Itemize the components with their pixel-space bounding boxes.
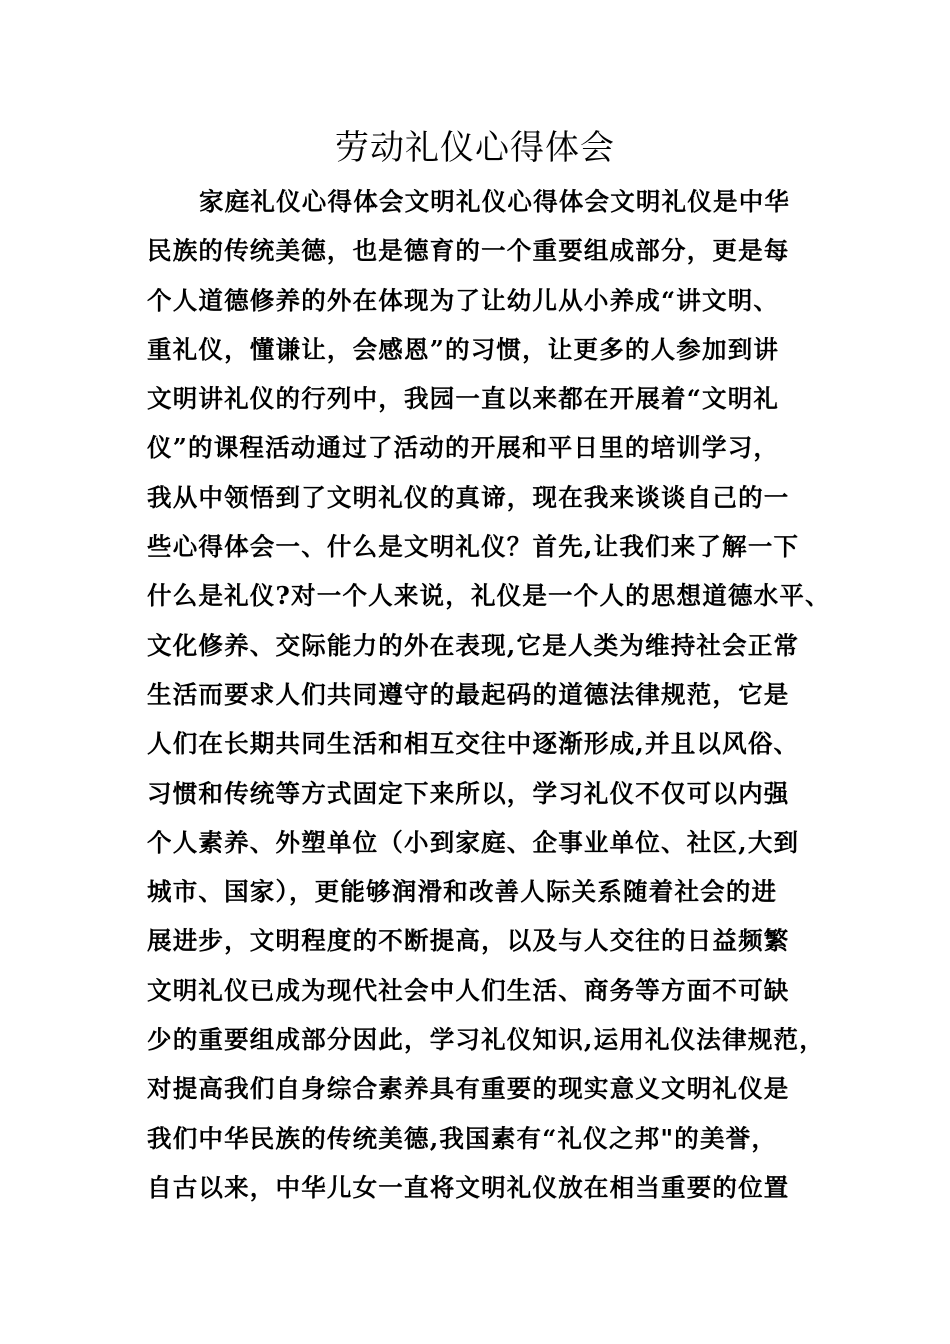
paragraph-line: 我从中领悟到了文明礼仪的真谛，现在我来谈谈自己的一 [147,482,790,512]
paragraph-line: 城市、国家），更能够润滑和改善人际关系随着社会的进 [147,877,778,907]
paragraph-line: 个人道德修养的外在体现为了让幼儿从小养成“讲文明、 [147,285,780,315]
paragraph-line: 些心得体会一、什么是文明礼仪？首先,让我们来了解一下 [147,532,800,562]
paragraph-line: 重礼仪，懂谦让，会感恩”的习惯，让更多的人参加到讲 [147,334,780,364]
paragraph-line: 人们在长期共同生活和相互交往中逐渐形成,并且以风俗、 [147,729,800,759]
paragraph-line: 文明讲礼仪的行列中，我园一直以来都在开展着“文明礼 [147,384,780,414]
document-body [147,177,831,1212]
document-title: 劳动礼仪心得体会 [335,128,615,168]
paragraph-line: 个人素养、外塑单位（小到家庭、企事业单位、社区,大到 [147,827,800,857]
paragraph-line: 少的重要组成部分因此，学习礼仪知识,运用礼仪法律规范， [147,1025,825,1055]
paragraph-line: 家庭礼仪心得体会文明礼仪心得体会文明礼仪是中华 [199,187,791,216]
paragraph-line: 我们中华民族的传统美德,我国素有“礼仪之邦"的美誉， [147,1123,778,1153]
paragraph-line: 生活而要求人们共同遵守的最起码的道德法律规范，它是 [147,679,790,709]
paragraph-line: 展进步，文明程度的不断提高，以及与人交往的日益频繁 [147,926,790,956]
paragraph-line: 民族的传统美德，也是德育的一个重要组成部分，更是每 [147,236,790,266]
paragraph-line: 对提高我们自身综合素养具有重要的现实意义文明礼仪是 [147,1074,790,1104]
paragraph-line: 自古以来，中华儿女一直将文明礼仪放在相当重要的位置 [147,1172,790,1202]
paragraph-line: 文化修养、交际能力的外在表现,它是人类为维持社会正常 [147,630,800,660]
paragraph-line: 仪”的课程活动通过了活动的开展和平日里的培训学习， [147,433,780,463]
paragraph-line: 什么是礼仪?对一个人来说，礼仪是一个人的思想道德水平、 [147,581,831,611]
paragraph-line: 文明礼仪已成为现代社会中人们生活、商务等方面不可缺 [147,975,790,1005]
paragraph-line: 习惯和传统等方式固定下来所以，学习礼仪不仅可以内强 [147,778,790,808]
